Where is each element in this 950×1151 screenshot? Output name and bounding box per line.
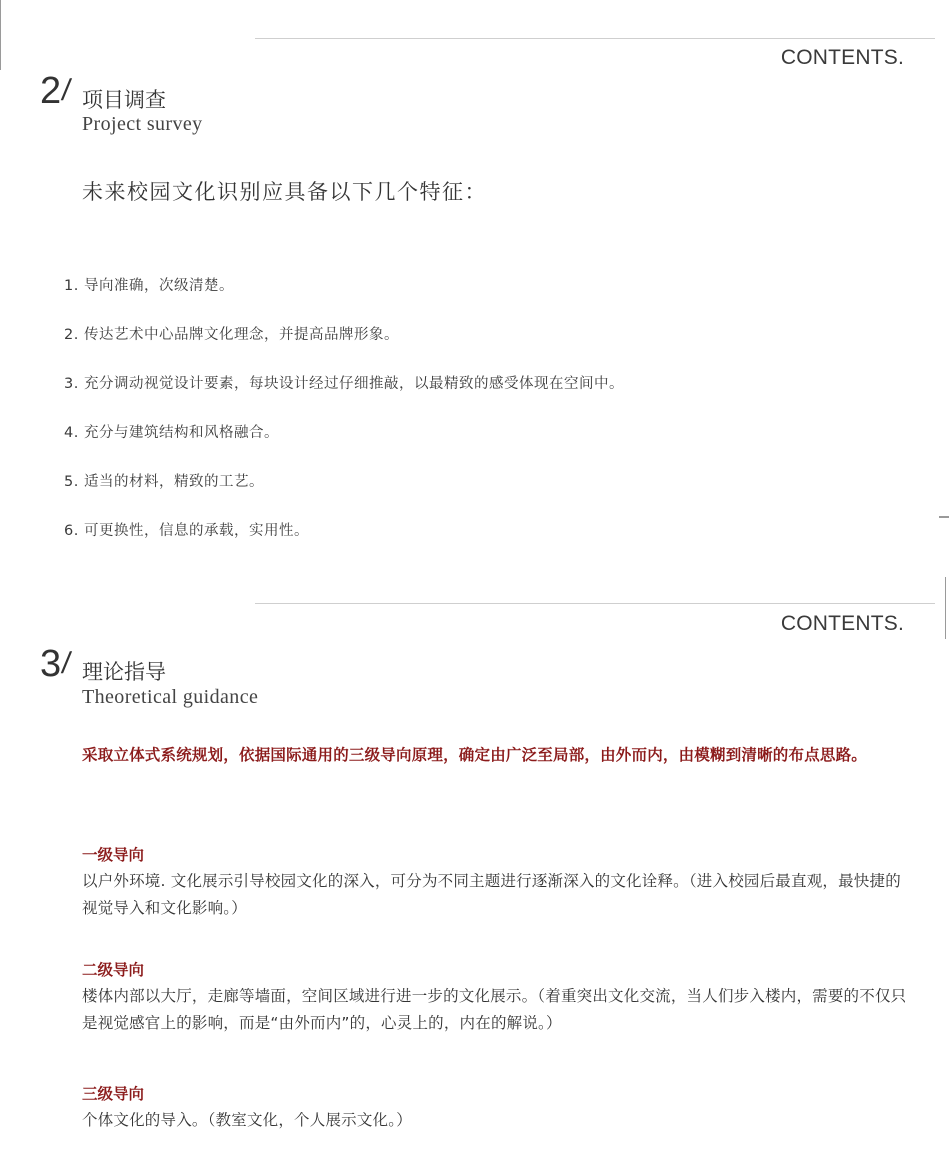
contents-label: CONTENTS. bbox=[780, 612, 904, 635]
list-item: 2. 传达艺术中心品牌文化理念，并提高品牌形象。 bbox=[64, 327, 399, 343]
level-text: 个体文化的导入。（教室文化，个人展示文化。） bbox=[82, 1111, 412, 1129]
section-title-cn: 项目调查 bbox=[82, 88, 166, 112]
frame-line-right-mid bbox=[945, 577, 946, 639]
feature-list bbox=[64, 276, 624, 570]
intro-statement: 采取立体式系统规划，依据国际通用的三级导向原理，确定由广泛至局部，由外而内，由模糊到清晰的布点思路。 bbox=[82, 746, 868, 764]
contents-label: CONTENTS. bbox=[780, 46, 904, 69]
section-number: 3 bbox=[40, 643, 62, 685]
level-heading: 二级导向 bbox=[82, 961, 145, 979]
section-slash: / bbox=[59, 74, 73, 107]
header-rule bbox=[255, 38, 935, 39]
list-item: 4. 充分与建筑结构和风格融合。 bbox=[64, 425, 279, 441]
section-title-en: Project survey bbox=[82, 113, 203, 135]
list-item: 5. 适当的材料，精致的工艺。 bbox=[64, 474, 264, 490]
level-heading: 三级导向 bbox=[82, 1085, 145, 1103]
header-rule bbox=[255, 603, 935, 604]
list-item: 6. 可更换性，信息的承载，实用性。 bbox=[64, 523, 309, 539]
section-slash: / bbox=[59, 647, 73, 680]
section-title-cn: 理论指导 bbox=[82, 660, 166, 684]
lead-statement: 未来校园文化识别应具备以下几个特征： bbox=[82, 180, 487, 204]
level-text: 以户外环境. 文化展示引导校园文化的深入，可分为不同主题进行逐渐深入的文化诠释。（进入校园后最直观，最快捷的视觉导入和文化影响。） bbox=[82, 872, 901, 917]
level-heading: 一级导向 bbox=[82, 846, 145, 864]
frame-tick-right bbox=[939, 516, 949, 518]
list-item: 3. 充分调动视觉设计要素，每块设计经过仔细推敲，以最精致的感受体现在空间中。 bbox=[64, 376, 624, 392]
section-title-en: Theoretical guidance bbox=[82, 686, 259, 708]
level-text: 楼体内部以大厅，走廊等墙面，空间区域进行进一步的文化展示。（着重突出文化交流，当人们步入楼内，需要的不仅只是视觉感官上的影响，而是“由外而内”的，心灵上的，内在的解说。） bbox=[82, 987, 907, 1032]
frame-line-left-top bbox=[0, 0, 1, 70]
section-number: 2 bbox=[40, 70, 62, 112]
list-item: 1. 导向准确，次级清楚。 bbox=[64, 278, 234, 294]
